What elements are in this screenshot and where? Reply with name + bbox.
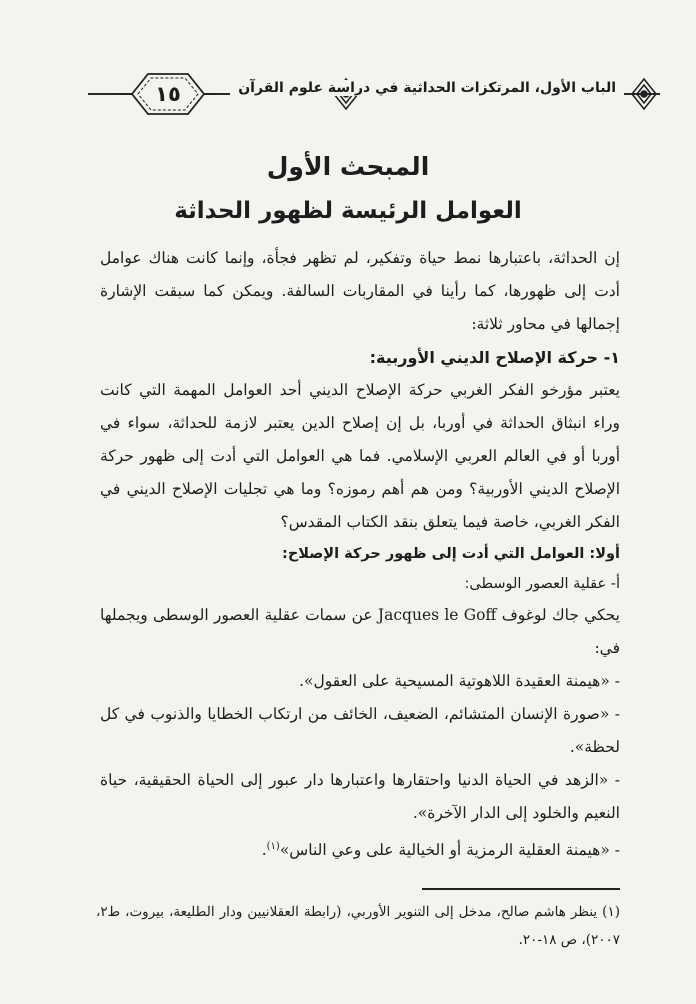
list-item: - «هيمنة العقيدة اللاهوتية المسيحية على العقول».	[299, 672, 620, 690]
list-item-text: - «هيمنة العقلية الرمزية أو الخيالية على وعي الناس»	[279, 841, 620, 860]
page-number: ١٥	[155, 82, 181, 106]
list-item: - «صورة الإنسان المتشائم، الضعيف، الخائف من ارتكاب الخطايا والذنوب في كل لحظة».	[100, 705, 620, 756]
subheading-reformation: ١- حركة الإصلاح الديني الأوربية:	[369, 348, 620, 367]
footnote-rule	[422, 888, 620, 890]
page-number-badge	[118, 68, 218, 120]
footnote-marker[interactable]: (١)	[266, 841, 280, 852]
le-goff-paragraph: يحكي جاك لوغوف Jacques le Goff عن سمات عقلية العصور الوسطى ويجملها في:	[100, 606, 620, 657]
subheading-factors: أولا: العوامل التي أدت إلى ظهور حركة الإصلاح:	[282, 546, 620, 562]
intro-paragraph: إن الحداثة، باعتبارها نمط حياة وتفكير، لم تظهر فجأة، وإنما كانت هناك عوامل أدت إلى ظهورها، كما رأينا في المقاربات السالفة. ويمكن كما سبقت الإشارة إجمالها في محاور ثلاثة:	[100, 249, 620, 333]
reformation-paragraph: يعتبر مؤرخو الفكر الغربي حركة الإصلاح الديني أحد العوامل المهمة التي كانت وراء انبثاق الحداثة في أوربا، بل إن إصلاح الدين يعتبر لازمة للحداثة، سواء في أوربا أو في العالم العربي الإسلامي. فما هي العوامل التي أدت إلى ظهور حركة الإصلاح الديني الأوربية؟ ومن هم أهم رموزه؟ وما هي تجليات الإصلاح الديني في الفكر الغربي، خاصة فيما يتعلق بنقد الكتاب المقدس؟	[100, 381, 620, 531]
main-text	[100, 242, 620, 867]
subheading-medieval-mindset: أ- عقلية العصور الوسطى:	[464, 576, 620, 592]
footnote: (١) ينظر هاشم صالح، مدخل إلى التنوير الأوربي، (رابطة العقلانيين ودار الطليعة، بيروت، ط٢، ٢٠٠٧)، ص ١٨-٢٠.	[96, 904, 620, 948]
running-title: الباب الأول، المرتكزات الحداثية في دراسة علوم القرآن	[230, 80, 624, 96]
ornament-icon	[628, 77, 660, 111]
page-header	[88, 62, 660, 122]
list-item: - «هيمنة العقلية الرمزية أو الخيالية على وعي الناس»$^{(١)}$.	[261, 841, 620, 860]
list-item: - «الزهد في الحياة الدنيا واحتقارها واعتبارها دار عبور إلى الحياة الحقيقية، حياة النعيم والخلود إلى الدار الآخرة».	[100, 771, 620, 822]
section-title: العوامل الرئيسة لظهور الحداثة	[174, 198, 522, 224]
section-label: المبحث الأول	[266, 152, 430, 181]
